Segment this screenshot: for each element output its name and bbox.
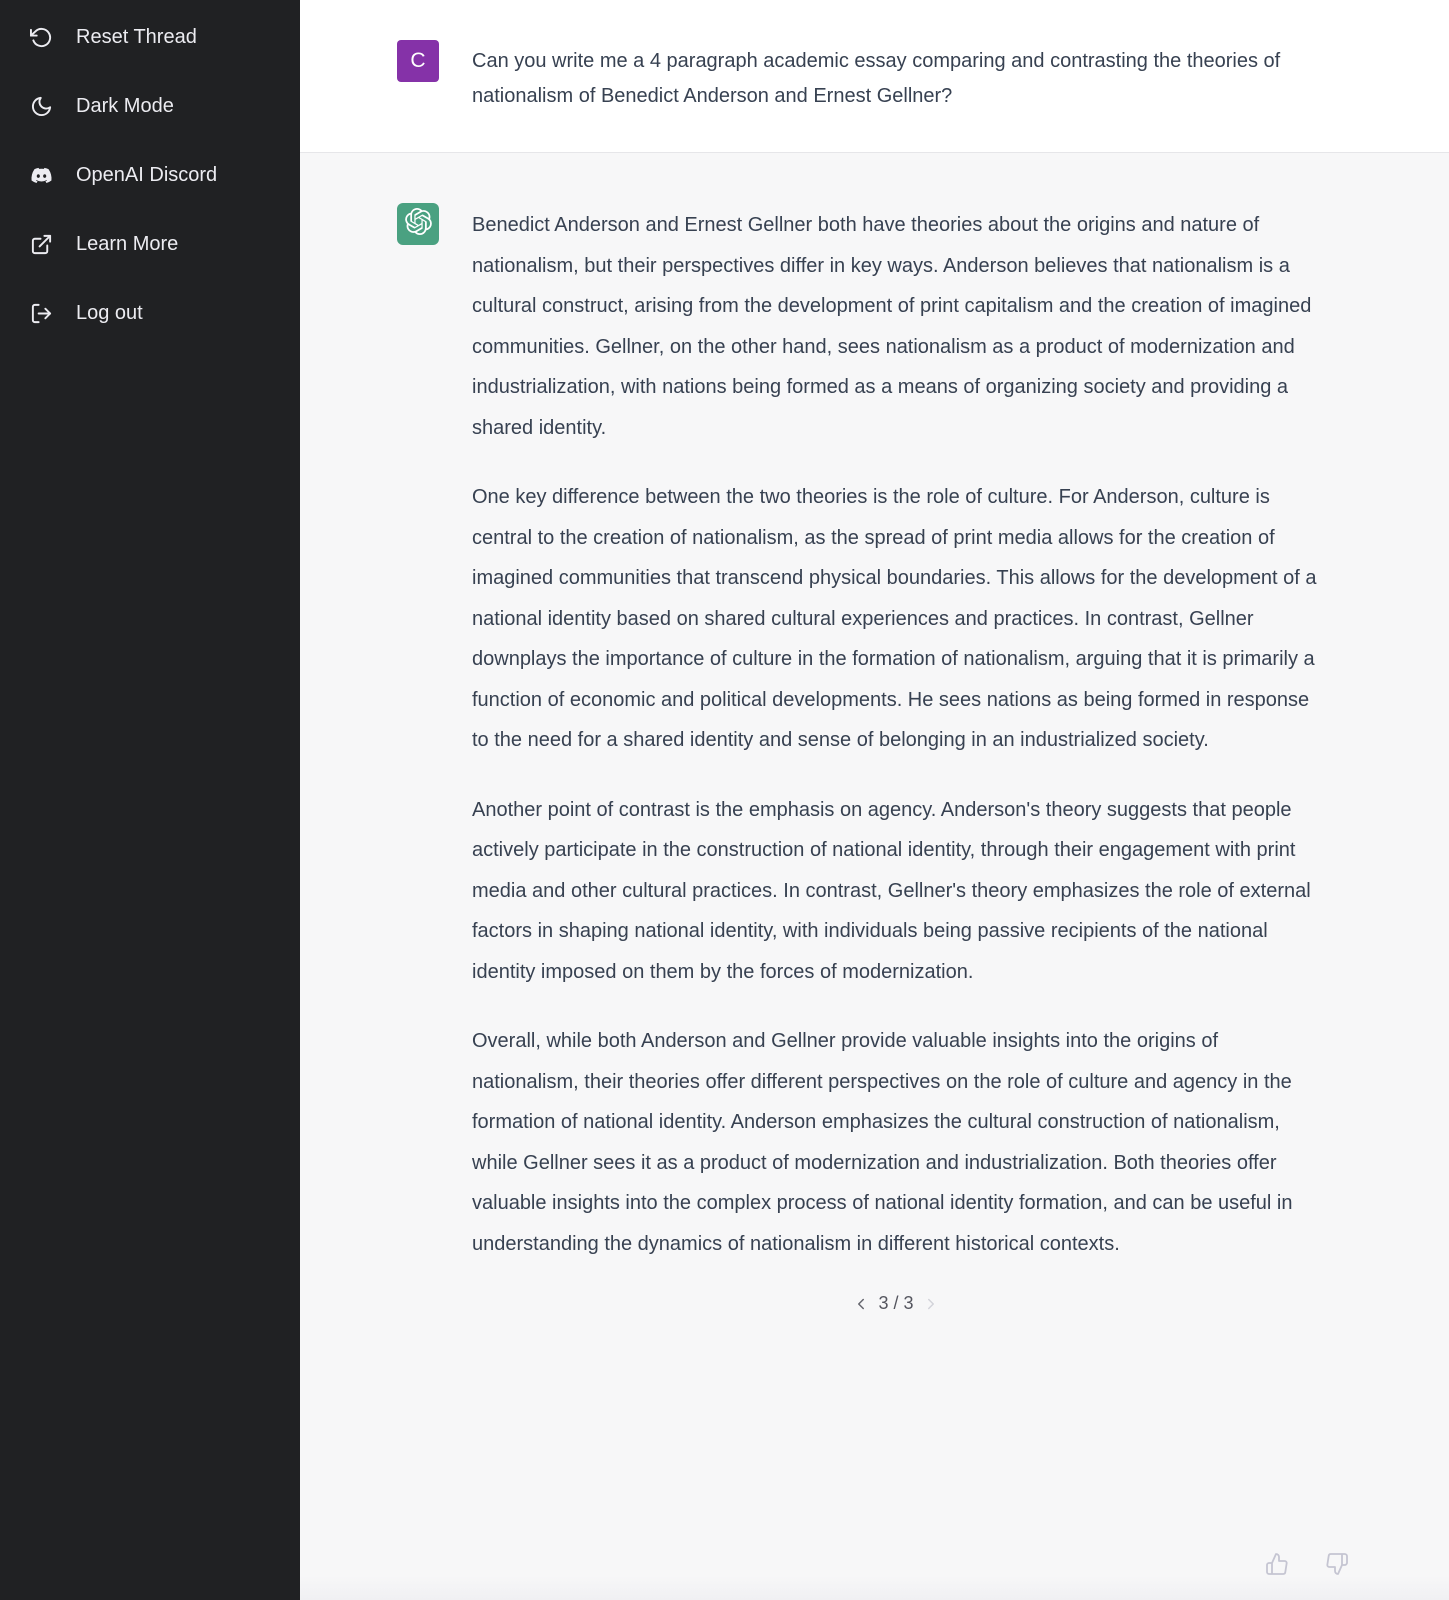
next-response-button[interactable] — [922, 1295, 940, 1313]
previous-response-button[interactable] — [852, 1295, 870, 1313]
user-message-text: Can you write me a 4 paragraph academic essay comparing and contrasting the theories of nationalism of Benedict Anderson and Ernest Gellner? — [472, 50, 1281, 107]
thumbs-down-button[interactable] — [1325, 1552, 1349, 1576]
thumbs-down-icon — [1325, 1552, 1349, 1576]
assistant-message — [300, 153, 1449, 1600]
thumbs-up-button[interactable] — [1265, 1552, 1289, 1576]
sidebar-item-label: Dark Mode — [76, 95, 174, 117]
assistant-message-body — [472, 203, 1320, 1600]
user-avatar: C — [397, 40, 439, 82]
essay-paragraph: One key difference between the two theories is the role of culture. For Anderson, culture is central to the creation of nationalism, as the spread of print media allows for the creation of imagined communities that transcend physical boundaries. This allows for the development of a national identity based on shared cultural experiences and practices. In contrast, Gellner downplays the importance of culture in the formation of nationalism, arguing that it is primarily a function of economic and political developments. He sees nations as being formed in response to the need for a shared identity and sense of belonging in an industrialized society. — [472, 486, 1317, 751]
sidebar-item-label: Learn More — [76, 233, 179, 255]
sidebar-item-log-out[interactable] — [0, 279, 300, 348]
chatgpt-avatar — [397, 203, 439, 245]
page-indicator: 3 / 3 — [878, 1293, 914, 1313]
moon-icon — [30, 95, 53, 118]
sidebar-item-openai-discord[interactable] — [0, 141, 300, 210]
sidebar-item-label: Log out — [76, 302, 143, 324]
sidebar-item-dark-mode[interactable] — [0, 72, 300, 141]
essay-paragraph: Benedict Anderson and Ernest Gellner both have theories about the origins and nature of nationalism, but their perspectives differ in key ways. Anderson believes that nationalism is a cultural construct, arising from the development of print capitalism and the creation of imagined communities. Gellner, on the other hand, sees nationalism as a product of modernization and industrialization, with nations being formed as a means of organizing society and providing a shared identity. — [472, 214, 1312, 439]
essay-paragraph: Another point of contrast is the emphasis on agency. Anderson's theory suggests that people actively participate in the construction of national identity, through their engagement with print media and other cultural practices. In contrast, Gellner's theory emphasizes the role of external factors in shaping national identity, with individuals being passive recipients of the national identity imposed on them by the forces of modernization. — [472, 798, 1311, 983]
sidebar-item-reset-thread[interactable] — [0, 3, 300, 72]
discord-icon — [30, 164, 53, 187]
reset-icon — [30, 26, 53, 49]
logout-icon — [30, 302, 53, 325]
essay-paragraph: Overall, while both Anderson and Gellner provide valuable insights into the origins of nationalism, their theories offer different perspectives on the role of culture and agency in the formation of national identity. Anderson emphasizes the cultural construction of nationalism, while Gellner sees it as a product of modernization and industrialization. Both theories offer valuable insights into the complex process of national identity formation, and can be useful in understanding the dynamics of nationalism in different historical contexts. — [472, 1030, 1293, 1255]
sidebar-item-learn-more[interactable] — [0, 210, 300, 279]
external-link-icon — [30, 233, 53, 256]
feedback-buttons — [1265, 1552, 1349, 1576]
chat-area — [300, 0, 1449, 1600]
sidebar-item-label: Reset Thread — [76, 26, 197, 48]
user-message — [300, 0, 1449, 153]
sidebar — [0, 0, 300, 1600]
response-pagination — [472, 1293, 1320, 1314]
thumbs-up-icon — [1265, 1552, 1289, 1576]
openai-logo-icon — [405, 208, 432, 240]
sidebar-item-label: OpenAI Discord — [76, 164, 218, 186]
